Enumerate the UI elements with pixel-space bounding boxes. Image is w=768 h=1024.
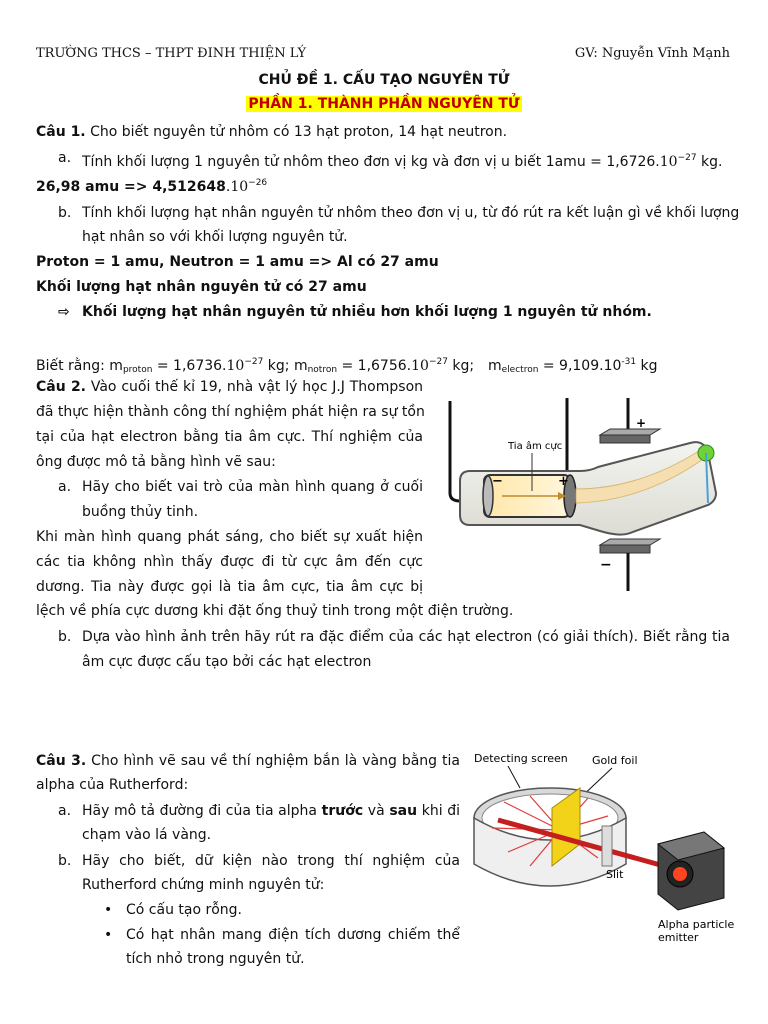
q2-answer-4: lệch về phía cực dương khi đặt ống thuỷ tinh trong một điện trường. [36, 603, 514, 619]
q2-answer-2: các tia không nhìn thấy được đi từ cực âm đến cực [36, 554, 423, 570]
q1-stem [36, 122, 732, 142]
proton-pow: 10 [226, 358, 245, 374]
q1-text: Cho biết nguyên tử nhôm có 13 hạt proton, 14 hạt neutron. [85, 124, 508, 140]
emitter-label-1: Alpha particle [658, 918, 735, 931]
q1b-answer-1: Proton = 1 amu, Neutron = 1 amu => Al có 27 amu [36, 254, 439, 270]
q3-bullet-1: Có cấu tạo rỗng. [126, 902, 243, 918]
q3a-before: trước [321, 803, 364, 819]
neutron-value: = 1,6756. [337, 358, 412, 374]
q1b-text-2: hạt nhân so với khối lượng nguyên tử. [82, 229, 348, 245]
q3a-after: sau [389, 803, 418, 819]
q1a-answer-exp: −26 [248, 178, 268, 188]
emitter-label-2: emitter [658, 931, 699, 944]
cathode-ray-tube-figure [440, 393, 738, 593]
proton-value: = 1,6736. [152, 358, 227, 374]
neutron-pow: 10 [411, 358, 429, 374]
masses-line [36, 352, 474, 380]
q2-line-2: đã thực hiện thành công thí nghiệm phát hiện ra sự tồn [36, 404, 425, 420]
neutron-exp: −27 [428, 357, 448, 367]
q1a-text [82, 148, 723, 172]
top-plate [600, 429, 660, 435]
q3a-pre: Hãy mô tả đường đi của tia alpha [82, 803, 322, 819]
q3-bullet-2-cont: tích nhỏ trong nguyên tử. [126, 951, 305, 967]
q2-line-4: ông được mô tả bằng hình vẽ sau: [36, 454, 276, 470]
q3b-text-2: Rutherford chứng minh nguyên tử: [82, 877, 325, 893]
q3-label: Câu 3. [36, 753, 87, 769]
anode-plus-sign: + [558, 474, 569, 489]
slit-plate [602, 826, 612, 866]
slit-label: Slit [606, 868, 624, 881]
neutron-unit: kg; [447, 358, 475, 374]
q2-text-1: Vào cuối thế kỉ 19, nhà vật lý học J.J Thompson [86, 379, 424, 395]
q1a-question: Tính khối lượng 1 nguyên tử nhôm theo đơn vị kg và đơn vị u biết 1amu = 1,6726. [82, 154, 660, 170]
q1a-answer-pow: 10 [230, 179, 249, 195]
q3-bullet-2: Có hạt nhân mang điện tích dương chiếm thể [126, 927, 460, 943]
electron-unit: kg [636, 358, 658, 374]
q1b-marker: b. [58, 205, 72, 221]
q1a-exp: −27 [677, 153, 697, 163]
bullet-dot-icon: • [104, 927, 113, 943]
top-plate-plus-sign: + [636, 416, 647, 430]
q3b-marker: b. [58, 853, 72, 869]
q1a-marker: a. [58, 150, 72, 166]
q3a-mid: và [363, 803, 390, 819]
q3a-post: khi đi [417, 803, 461, 819]
teacher-name: GV: Nguyễn Vĩnh Mạnh [574, 46, 730, 61]
q1b-answer-2: Khối lượng hạt nhân nguyên tử có 27 amu [36, 279, 367, 295]
screen-label: Detecting screen [474, 752, 568, 765]
q2a-text-2: buồng thủy tinh. [82, 504, 199, 520]
arrow-bullet-icon: ⇨ [58, 304, 70, 320]
part-title: PHẦN 1. THÀNH PHẦN NGUYÊN TỬ [248, 96, 520, 112]
q2-line-1 [36, 377, 423, 397]
q2b-text-1: Dựa vào hình ảnh trên hãy rút ra đặc điểm của các hạt electron (có giải thích). Biết rằng tia [82, 629, 730, 645]
electron-mass [488, 352, 658, 380]
electron-value: = 9,109.10 [538, 358, 622, 374]
rutherford-figure [468, 748, 740, 946]
part-title-wrap [0, 96, 768, 112]
cathode-ray-label: Tia âm cực [508, 441, 563, 452]
q1b-text-1: Tính khối lượng hạt nhân nguyên tử nhôm theo đơn vị u, từ đó rút ra kết luận gì về khối lượng [82, 205, 740, 221]
q3a-text-2: chạm vào lá vàng. [82, 827, 212, 843]
masses-intro: Biết rằng: m [36, 358, 123, 374]
q2a-marker: a. [58, 479, 72, 495]
q2-label: Câu 2. [36, 379, 87, 395]
electron-exp: -31 [621, 357, 637, 367]
q2a-text-1: Hãy cho biết vai trò của màn hình quang ở cuối [82, 479, 423, 495]
q2b-text-2: âm cực được cấu tạo bởi các hạt electron [82, 654, 372, 670]
q3-text-1: Cho hình vẽ sau về thí nghiệm bắn là vàng bằng tia [86, 753, 460, 769]
q3a-marker: a. [58, 803, 72, 819]
top-plate-side [600, 435, 650, 443]
q1a-pow: 10 [659, 154, 678, 170]
q2b-marker: b. [58, 629, 72, 645]
school-name: TRƯỜNG THCS – THPT ĐINH THIỆN LÝ [36, 46, 307, 61]
q1a-answer-text: 26,98 amu => 4,512648 [36, 179, 226, 195]
emitter-source [673, 867, 687, 881]
electron-sub: electron [501, 365, 539, 375]
topic-title: CHỦ ĐỀ 1. CẤU TẠO NGUYÊN TỬ [258, 72, 510, 88]
neutron-pre: kg; m [263, 358, 308, 374]
q2-line-3: tại của hạt electron bằng tia âm cực. Thí nghiệm của [36, 429, 423, 445]
bottom-plate-side [600, 545, 650, 553]
q3-line-2: alpha của Rutherford: [36, 777, 189, 793]
proton-exp: −27 [244, 357, 264, 367]
neutron-sub: notron [307, 365, 338, 375]
bottom-plate [600, 539, 660, 545]
foil-label: Gold foil [592, 754, 638, 767]
q2-answer-3: dương. Tia này được gọi là tia âm cực, tia âm cực bị [36, 579, 423, 595]
bullet-dot-icon: • [104, 902, 113, 918]
q3-line-1 [36, 751, 460, 771]
q3b-text-1: Hãy cho biết, dữ kiện nào trong thí nghiệm của [82, 853, 460, 869]
q3a-text-1 [82, 801, 460, 821]
proton-sub: proton [122, 365, 153, 375]
cathode-minus-sign: − [492, 474, 503, 489]
bottom-plate-minus-sign: − [600, 557, 612, 573]
electron-pre: m [488, 358, 502, 374]
q1a-answer: 26,98 amu => $4,512648.10^{-26}$ [36, 178, 268, 195]
q1-label: Câu 1. [36, 124, 86, 140]
q2-answer-1: Khi màn hình quang phát sáng, cho biết sự xuất hiện [36, 529, 423, 545]
q1b-conclusion: Khối lượng hạt nhân nguyên tử nhiều hơn khối lượng 1 nguyên tử nhóm. [82, 304, 652, 320]
q1a-unit: kg. [696, 154, 723, 170]
screen-pointer [508, 766, 520, 788]
